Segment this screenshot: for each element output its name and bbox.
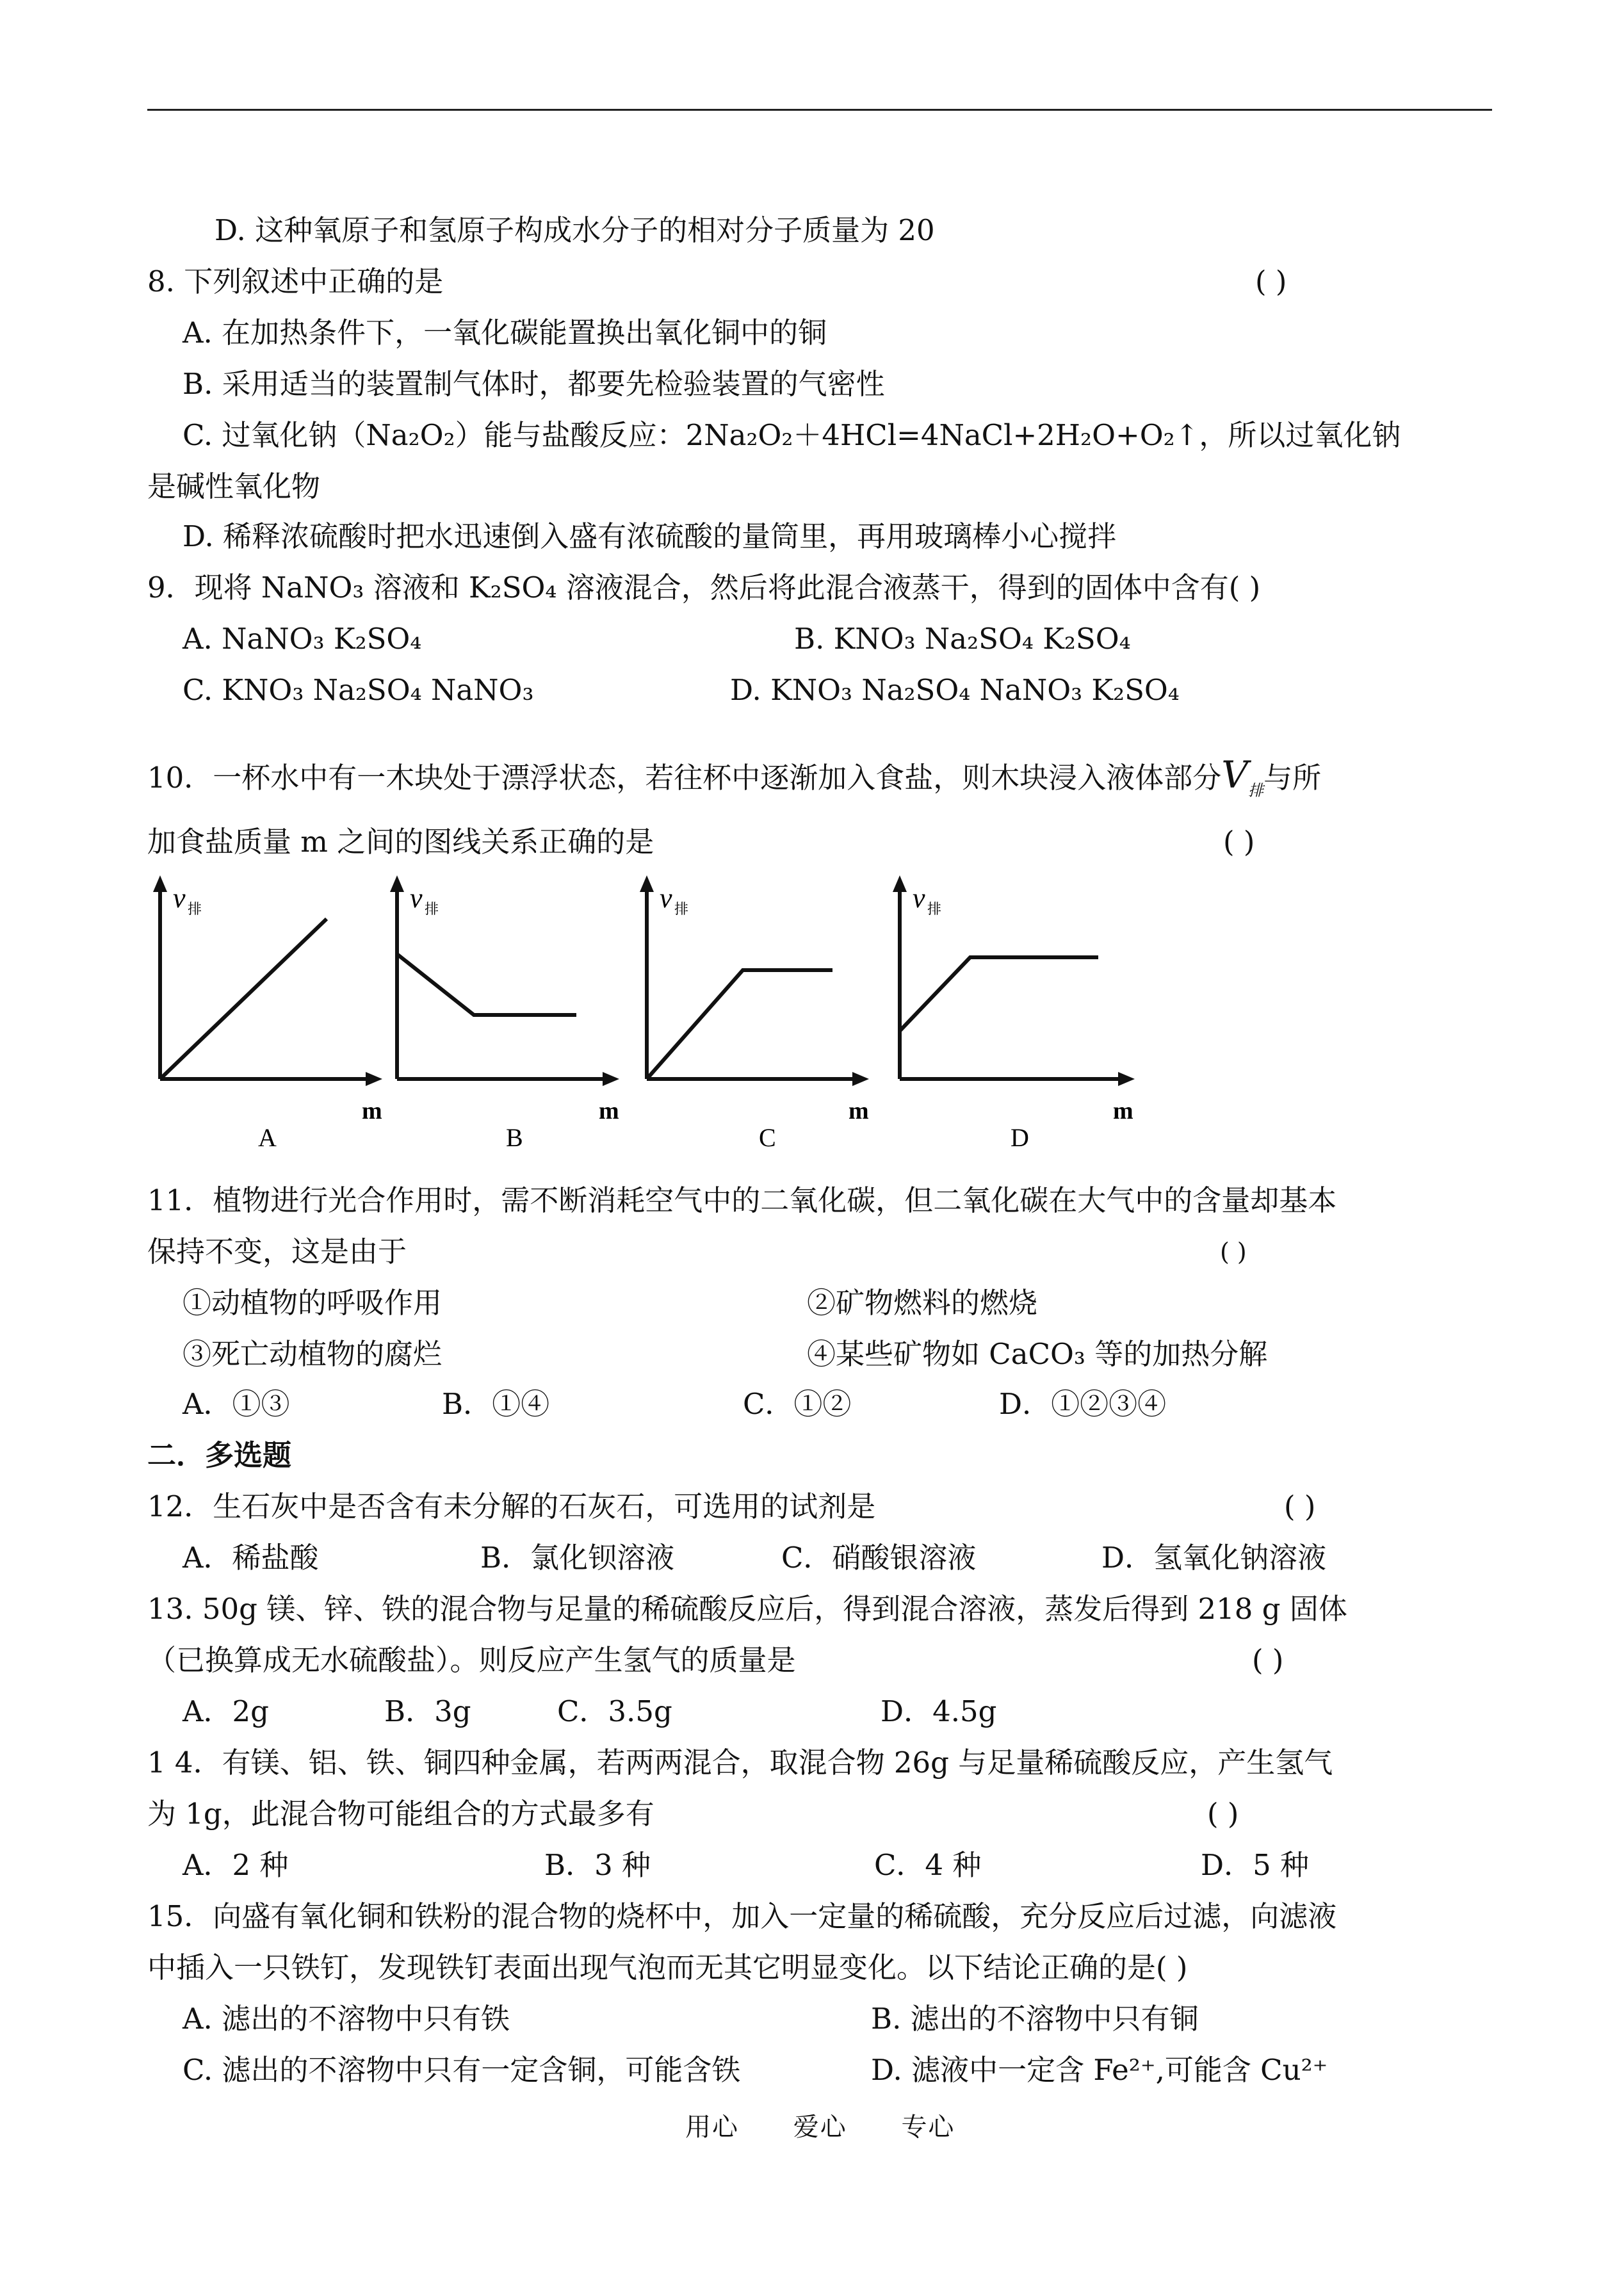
q10-stem-tail: 与所 xyxy=(1263,761,1322,795)
q12-option-d: D．氢氧化钠溶液 xyxy=(1101,1541,1327,1575)
q11-option-c: C．①② xyxy=(743,1387,852,1421)
q8-stem: 8. 下列叙述中正确的是 xyxy=(147,264,444,298)
y-axis-label: v xyxy=(173,882,186,914)
graph-label: D xyxy=(1011,1123,1029,1152)
y-axis-arrow xyxy=(153,875,167,892)
q13-option-c: C．3.5g xyxy=(557,1694,672,1728)
y-axis-arrow xyxy=(640,875,654,892)
q10-stem-line1 xyxy=(147,753,1322,810)
x-axis-label: m xyxy=(599,1098,619,1124)
q12-answer-paren: ( ) xyxy=(1284,1489,1316,1523)
q15-option-c: C. 滤出的不溶物中只有一定含铜，可能含铁 xyxy=(183,2053,741,2087)
y-axis-subscript: 排 xyxy=(674,902,689,918)
graph-c-svg xyxy=(631,874,874,1156)
q11-choice-4: ④某些矿物如 CaCO₃ 等的加热分解 xyxy=(807,1337,1268,1371)
q9-option-a: A. NaNO₃ K₂SO₄ xyxy=(183,622,422,656)
q12-option-a: A．稀盐酸 xyxy=(183,1541,319,1575)
q14-answer-paren: ( ) xyxy=(1207,1797,1239,1831)
y-axis-label: v xyxy=(660,882,672,914)
q11-choice-3: ③死亡动植物的腐烂 xyxy=(183,1337,443,1371)
curve-c xyxy=(647,970,832,1079)
header-rule xyxy=(147,109,1492,111)
x-axis-label: m xyxy=(1113,1098,1133,1124)
q9-option-d: D. KNO₃ Na₂SO₄ NaNO₃ K₂SO₄ xyxy=(730,673,1180,707)
q13-option-d: D．4.5g xyxy=(881,1694,997,1728)
q8-answer-paren: ( ) xyxy=(1255,264,1287,298)
q10-stem-text: 10．一杯水中有一木块处于漂浮状态，若往杯中逐渐加入食盐，则木块浸入液体部分 xyxy=(147,761,1222,795)
q9-stem: 9．现将 NaNO₃ 溶液和 K₂SO₄ 溶液混合，然后将此混合液蒸干，得到的固体中含有( ) xyxy=(147,571,1261,604)
graph-d xyxy=(884,874,1140,1158)
x-axis-arrow xyxy=(852,1072,869,1086)
q15-stem-line1: 15．向盛有氧化铜和铁粉的混合物的烧杯中，加入一定量的稀硫酸，充分反应后过滤，向滤液 xyxy=(147,1899,1337,1933)
q13-option-a: A．2g xyxy=(183,1694,269,1728)
q11-option-a: A．①③ xyxy=(183,1387,290,1421)
graph-d-svg xyxy=(884,874,1140,1156)
q10-answer-paren: ( ) xyxy=(1223,825,1255,859)
graph-c xyxy=(631,874,874,1158)
q12-option-c: C．硝酸银溶液 xyxy=(781,1541,977,1575)
graph-b-svg xyxy=(381,874,624,1156)
graph-label: A xyxy=(258,1123,277,1152)
footer-word-2: 爱心 xyxy=(793,2113,847,2142)
footer-word-1: 用心 xyxy=(685,2113,739,2142)
curve-a xyxy=(160,919,327,1079)
q11-option-b: B．①④ xyxy=(442,1387,550,1421)
y-axis-arrow xyxy=(893,875,907,892)
graph-b xyxy=(381,874,624,1158)
q8-option-c: C. 过氧化钠（Na₂O₂）能与盐酸反应：2Na₂O₂＋4HCl=4NaCl+2H₂O+O₂↑，所以过氧化钠 xyxy=(183,418,1401,452)
q11-option-d: D．①②③④ xyxy=(999,1387,1167,1421)
graph-label: C xyxy=(759,1123,776,1152)
q11-choice-1: ①动植物的呼吸作用 xyxy=(183,1286,443,1320)
curve-b xyxy=(397,954,576,1015)
q12-stem: 12．生石灰中是否含有未分解的石灰石，可选用的试剂是 xyxy=(147,1489,876,1523)
q8-option-a: A. 在加热条件下，一氧化碳能置换出氧化铜中的铜 xyxy=(183,316,827,350)
q15-option-d: D. 滤液中一定含 Fe²⁺,可能含 Cu²⁺ xyxy=(871,2053,1328,2087)
q9-option-c: C. KNO₃ Na₂SO₄ NaNO₃ xyxy=(183,673,534,707)
q8-option-b: B. 采用适当的装置制气体时，都要先检验装置的气密性 xyxy=(183,367,885,401)
x-axis-arrow xyxy=(366,1072,382,1086)
q11-choice-2: ②矿物燃料的燃烧 xyxy=(807,1286,1038,1320)
section-heading: 二．多选题 xyxy=(147,1438,292,1472)
q15-option-a: A. 滤出的不溶物中只有铁 xyxy=(183,2002,510,2036)
q13-option-b: B．3g xyxy=(384,1694,471,1728)
graph-a xyxy=(144,874,387,1158)
y-axis-subscript: 排 xyxy=(188,902,202,918)
q8-option-d: D. 稀释浓硫酸时把水迅速倒入盛有浓硫酸的量筒里，再用玻璃棒小心搅拌 xyxy=(183,519,1117,553)
y-axis-arrow xyxy=(390,875,404,892)
q13-stem-line1: 13. 50g 镁、锌、铁的混合物与足量的稀硫酸反应后，得到混合溶液，蒸发后得到 218 g 固体 xyxy=(147,1592,1347,1626)
q14-stem-line2: 为 1g，此混合物可能组合的方式最多有 xyxy=(147,1797,654,1831)
q8-option-c-cont: 是碱性氧化物 xyxy=(147,469,321,503)
x-axis-arrow xyxy=(1118,1072,1135,1086)
x-axis-arrow xyxy=(603,1072,619,1086)
q14-option-c: C．4 种 xyxy=(874,1848,982,1882)
x-axis-label: m xyxy=(849,1098,869,1124)
v-displaced-symbol: $V_排$ xyxy=(1221,753,1264,800)
q14-option-d: D．5 种 xyxy=(1201,1848,1310,1882)
q9-option-b: B. KNO₃ Na₂SO₄ K₂SO₄ xyxy=(794,622,1131,656)
q11-stem-line2: 保持不变，这是由于 xyxy=(147,1235,407,1269)
page-footer xyxy=(685,2107,1000,2143)
q13-answer-paren: ( ) xyxy=(1252,1643,1284,1677)
q14-option-a: A．2 种 xyxy=(183,1848,289,1882)
curve-d xyxy=(900,957,1098,1031)
q13-stem-line2: （已换算成无水硫酸盐）。则反应产生氢气的质量是 xyxy=(147,1643,796,1677)
q11-answer-paren: ( ) xyxy=(1220,1238,1247,1266)
q7-option-d: D. 这种氧原子和氢原子构成水分子的相对分子质量为 20 xyxy=(215,213,935,247)
q11-stem-line1: 11．植物进行光合作用时，需不断消耗空气中的二氧化碳，但二氧化碳在大气中的含量却基本 xyxy=(147,1183,1337,1217)
q10-stem-line2: 加食盐质量 m 之间的图线关系正确的是 xyxy=(147,825,654,859)
q12-option-b: B．氯化钡溶液 xyxy=(480,1541,675,1575)
q14-option-b: B．3 种 xyxy=(544,1848,651,1882)
footer-word-3: 专心 xyxy=(901,2113,955,2142)
x-axis-label: m xyxy=(362,1098,382,1124)
q15-stem-line2: 中插入一只铁钉，发现铁钉表面出现气泡而无其它明显变化。以下结论正确的是( ) xyxy=(147,1950,1188,1984)
y-axis-label: v xyxy=(410,882,423,914)
graph-a-svg xyxy=(144,874,387,1156)
q14-stem-line1: 1 4．有镁、铝、铁、铜四种金属，若两两混合，取混合物 26g 与足量稀硫酸反应，产生氢气 xyxy=(147,1746,1333,1780)
y-axis-subscript: 排 xyxy=(425,902,439,918)
q15-option-b: B. 滤出的不溶物中只有铜 xyxy=(871,2002,1199,2036)
y-axis-label: v xyxy=(913,882,925,914)
y-axis-subscript: 排 xyxy=(927,902,942,918)
graph-label: B xyxy=(506,1123,523,1152)
